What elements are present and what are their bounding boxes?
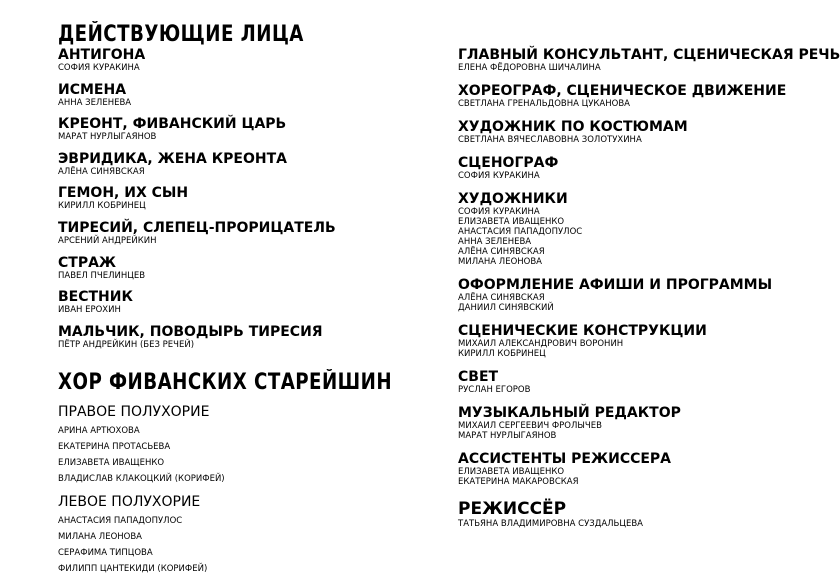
crew-role: МУЗЫКАЛЬНЫЙ РЕДАКТОР <box>458 405 681 421</box>
cast-actor: ПАВЕЛ ПЧЕЛИНЦЕВ <box>58 270 146 281</box>
chorus-section <box>58 370 418 574</box>
cast-entry <box>58 186 418 211</box>
crew-entry <box>458 47 840 73</box>
cast-role: АНТИГОНА <box>58 47 146 63</box>
left-column <box>58 22 418 584</box>
cast-role: МАЛЬЧИК, ПОВОДЫРЬ ТИРЕСИЯ <box>58 323 323 340</box>
cast-role: ТИРЕСИЙ, СЛЕПЕЦ-ПРОРИЦАТЕЛЬ <box>58 219 336 236</box>
crew-entry <box>458 84 793 109</box>
cast-entry <box>58 256 418 281</box>
cast-entry <box>58 117 418 142</box>
cast-entry <box>58 48 418 73</box>
crew-entry <box>458 324 793 359</box>
chorus-member: АНАСТАСИЯ ПАПАДОПУЛОС <box>58 515 183 526</box>
crew-person: АЛЁНА СИНЯВСКАЯ <box>458 247 545 257</box>
crew-person: СВЕТЛАНА ВЯЧЕСЛАВОВНА ЗОЛОТУХИНА <box>458 135 642 145</box>
crew-list <box>458 47 840 498</box>
chorus-group <box>58 494 418 574</box>
crew-person: ЕЛИЗАВЕТА ИВАЩЕНКО <box>458 467 565 477</box>
cast-actor: МАРАТ НУРЛЫГАЯНОВ <box>58 132 157 143</box>
crew-role: ОФОРМЛЕНИЕ АФИШИ И ПРОГРАММЫ <box>458 277 773 293</box>
cast-entry <box>58 83 418 108</box>
chorus-member: ФИЛИПП ЦАНТЕКИДИ (КОРИФЕЙ) <box>58 563 208 574</box>
crew-role: ГЛАВНЫЙ КОНСУЛЬТАНТ, СЦЕНИЧЕСКАЯ РЕЧЬ <box>458 47 840 63</box>
crew-entry <box>458 278 793 313</box>
cast-actor: КИРИЛЛ КОБРИНЕЦ <box>58 201 146 212</box>
crew-person: ЕКАТЕРИНА МАКАРОВСКАЯ <box>458 477 579 487</box>
cast-role: ВЕСТНИК <box>58 289 133 306</box>
cast-role: ЭВРИДИКА, ЖЕНА КРЕОНТА <box>58 150 287 167</box>
crew-entry <box>458 120 793 145</box>
crew-person: ДАНИИЛ СИНЯВСКИЙ <box>458 303 554 313</box>
crew-person: СОФИЯ КУРАКИНА <box>458 171 540 181</box>
crew-role: СВЕТ <box>458 369 499 385</box>
crew-person: СВЕТЛАНА ГРЕНАЛЬДОВНА ЦУКАНОВА <box>458 99 630 109</box>
cast-entry <box>58 325 418 350</box>
cast-actor: ИВАН ЕРОХИН <box>58 305 121 316</box>
cast-entry <box>58 290 418 315</box>
chorus-groups <box>58 404 418 574</box>
crew-person: МИЛАНА ЛЕОНОВА <box>458 257 542 267</box>
cast-role: КРЕОНТ, ФИВАНСКИЙ ЦАРЬ <box>58 116 287 133</box>
crew-person: ЕЛИЗАВЕТА ИВАЩЕНКО <box>458 217 565 227</box>
chorus-group <box>58 404 418 484</box>
cast-entry <box>58 152 418 177</box>
crew-entry <box>458 192 793 267</box>
crew-person: КИРИЛЛ КОБРИНЕЦ <box>458 349 546 359</box>
cast-actor: АЛЁНА СИНЯВСКАЯ <box>58 166 145 177</box>
crew-person: АЛЁНА СИНЯВСКАЯ <box>458 293 545 303</box>
crew-entry <box>458 370 793 395</box>
crew-person: ЕЛЕНА ФЁДОРОВНА ШИЧАЛИНА <box>458 63 601 73</box>
crew-role: СЦЕНОГРАФ <box>458 155 559 171</box>
cast-actor: АРСЕНИЙ АНДРЕЙКИН <box>58 235 157 246</box>
director-role: РЕЖИССЁР <box>458 499 567 519</box>
director-block <box>458 500 643 529</box>
crew-role: АССИСТЕНТЫ РЕЖИССЕРА <box>458 451 672 467</box>
crew-person: МАРАТ НУРЛЫГАЯНОВ <box>458 431 557 441</box>
crew-person: МИХАИЛ АЛЕКСАНДРОВИЧ ВОРОНИН <box>458 339 624 349</box>
crew-entry <box>458 452 793 487</box>
cast-actor: СОФИЯ КУРАКИНА <box>58 63 140 73</box>
crew-person: СОФИЯ КУРАКИНА <box>458 207 540 217</box>
crew-role: ХОРЕОГРАФ, СЦЕНИЧЕСКОЕ ДВИЖЕНИЕ <box>458 83 787 99</box>
director-name: ТАТЬЯНА ВЛАДИМИРОВНА СУЗДАЛЬЦЕВА <box>458 519 643 529</box>
crew-person: АНАСТАСИЯ ПАПАДОПУЛОС <box>458 227 583 237</box>
chorus-group-name: ЛЕВОЕ ПОЛУХОРИЕ <box>58 493 201 510</box>
cast-list <box>58 48 418 350</box>
crew-person: МИХАИЛ СЕРГЕЕВИЧ ФРОЛЫЧЕВ <box>458 421 602 431</box>
crew-entry <box>458 156 793 181</box>
chorus-member: ЕКАТЕРИНА ПРОТАСЬЕВА <box>58 441 171 452</box>
cast-actor: АННА ЗЕЛЕНЕВА <box>58 97 132 108</box>
cast-actor: ПЁТР АНДРЕЙКИН (БЕЗ РЕЧЕЙ) <box>58 339 195 350</box>
cast-role: ИСМЕНА <box>58 81 127 98</box>
crew-role: ХУДОЖНИК ПО КОСТЮМАМ <box>458 119 688 135</box>
chorus-member: АРИНА АРТЮХОВА <box>58 425 140 436</box>
crew-entry <box>458 406 793 441</box>
chorus-member: СЕРАФИМА ТИПЦОВА <box>58 547 153 558</box>
chorus-member: МИЛАНА ЛЕОНОВА <box>58 531 142 542</box>
cast-entry <box>58 221 418 246</box>
chorus-group-name: ПРАВОЕ ПОЛУХОРИЕ <box>58 403 210 420</box>
crew-role: СЦЕНИЧЕСКИЕ КОНСТРУКЦИИ <box>458 323 707 339</box>
chorus-member: ВЛАДИСЛАВ КЛАКОЦКИЙ (КОРИФЕЙ) <box>58 473 225 484</box>
cast-heading: ДЕЙСТВУЮЩИЕ ЛИЦА <box>58 22 304 47</box>
crew-role: ХУДОЖНИКИ <box>458 191 568 207</box>
chorus-heading: ХОР ФИВАНСКИХ СТАРЕЙШИН <box>58 369 393 395</box>
crew-person: РУСЛАН ЕГОРОВ <box>458 385 531 395</box>
cast-role: СТРАЖ <box>58 254 117 271</box>
chorus-member: ЕЛИЗАВЕТА ИВАЩЕНКО <box>58 457 165 468</box>
cast-role: ГЕМОН, ИХ СЫН <box>58 185 189 202</box>
crew-person: АННА ЗЕЛЕНЕВА <box>458 237 532 247</box>
